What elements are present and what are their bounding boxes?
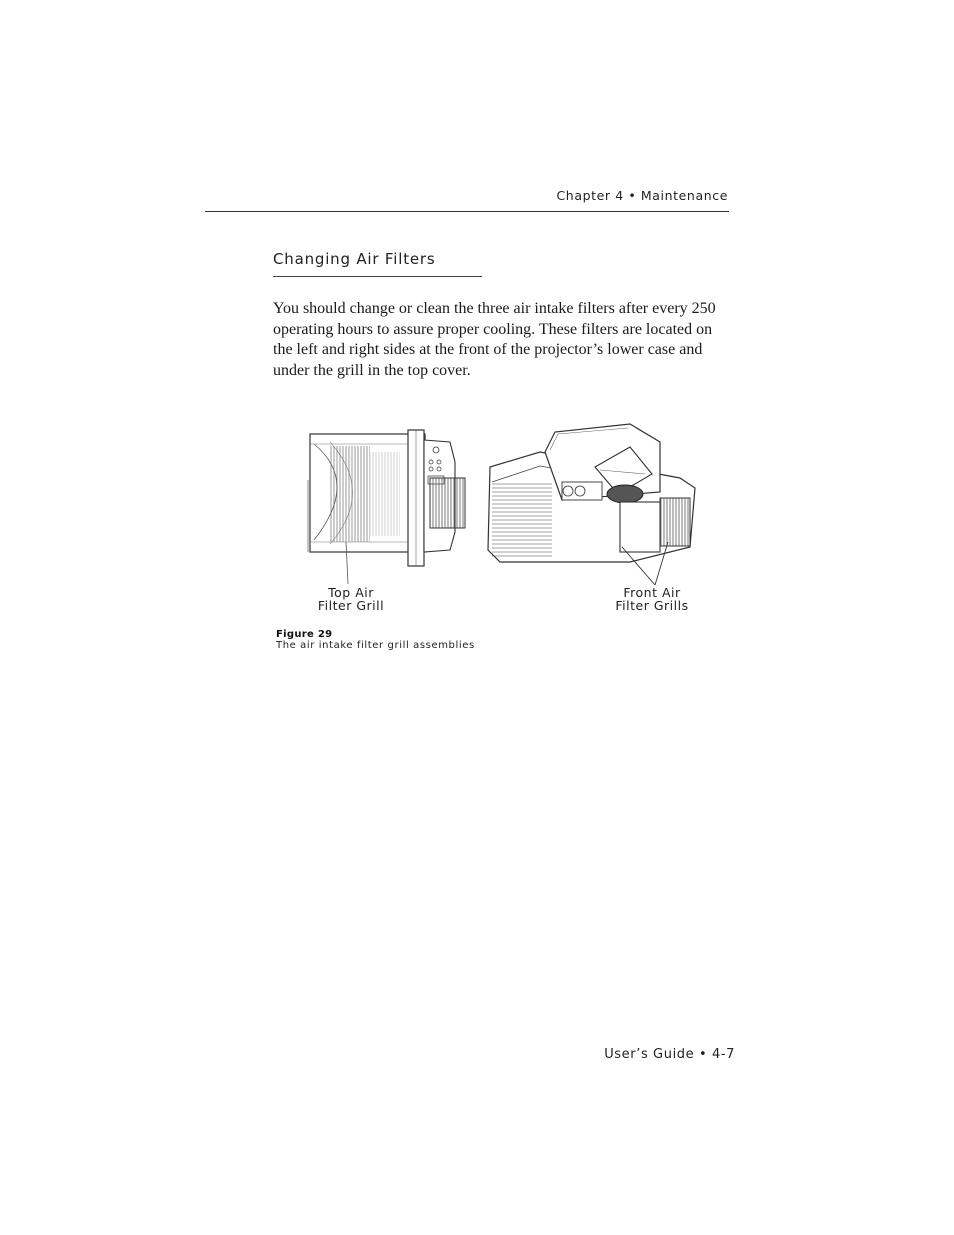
- callout-top-air-filter-grill: [302, 586, 400, 612]
- footer-running-foot: User’s Guide • 4-7: [604, 1047, 735, 1062]
- header-rule: [205, 211, 729, 212]
- callout-front-line1: Front Air: [623, 585, 681, 600]
- callout-top-line2: Filter Grill: [317, 598, 385, 613]
- section-title-rule: [273, 276, 482, 277]
- body-paragraph: You should change or clean the three air intake filters after every 250 operating hours to assure proper cooling. These filters are located on the left and right sides at the front of the projector’s lower case and under the grill in the top cover.: [273, 300, 716, 380]
- top-view-drawing: [308, 430, 465, 584]
- perspective-view-drawing: [488, 424, 695, 585]
- callout-top-line1: Top Air: [328, 585, 374, 600]
- callout-front-line2: Filter Grills: [615, 598, 689, 613]
- section-title: Changing Air Filters: [273, 250, 436, 268]
- figure-caption: The air intake filter grill assemblies: [276, 640, 475, 651]
- figure-label: Figure 29: [276, 629, 333, 640]
- callout-front-air-filter-grills: [600, 586, 704, 612]
- header-running-head: Chapter 4 • Maintenance: [556, 188, 728, 203]
- projector-illustration: [300, 422, 720, 592]
